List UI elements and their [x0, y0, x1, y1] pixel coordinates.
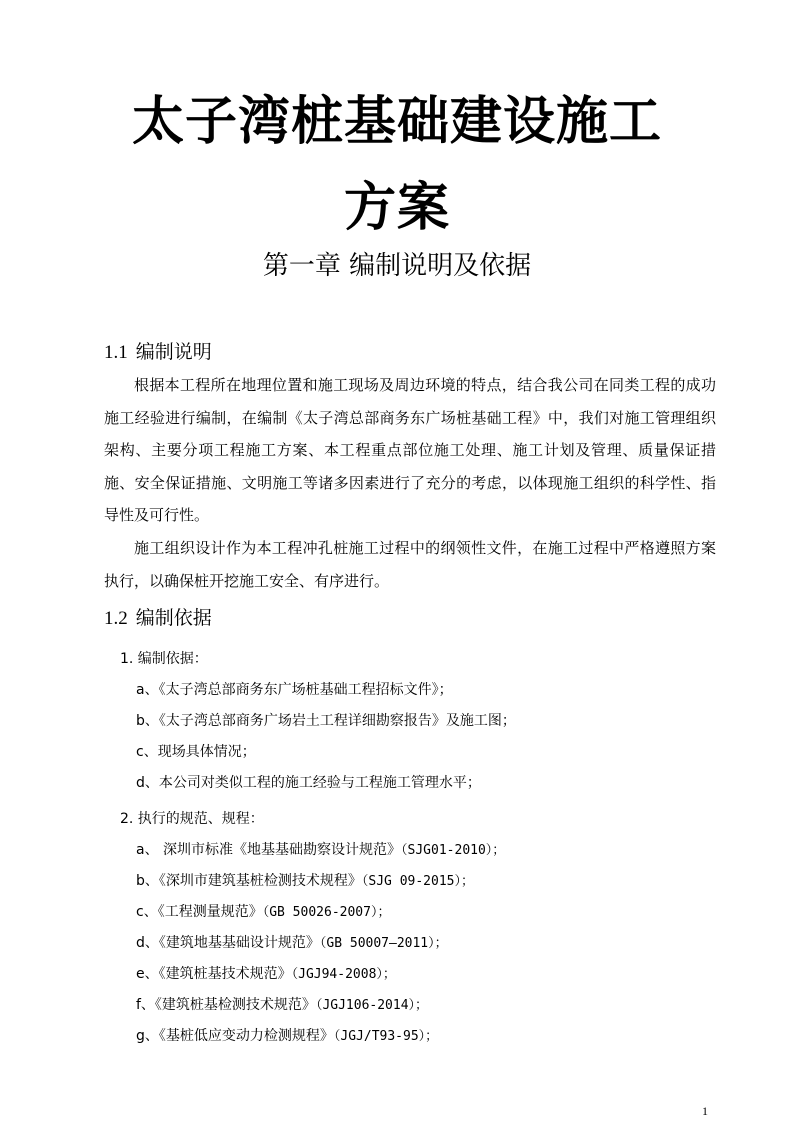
norm-title: c、《工程测量规范》 — [136, 904, 263, 920]
list-item — [136, 933, 448, 954]
section-title: 编制依据 — [135, 607, 212, 629]
list-item: c、现场具体情况； — [136, 744, 256, 760]
page-number: 1 — [702, 1104, 708, 1118]
norm-code: （SJG 09-2015）； — [361, 874, 474, 889]
norm-code: （JGJ/T93-95）； — [333, 1029, 439, 1044]
list-item — [136, 902, 390, 923]
list-item — [136, 1026, 438, 1047]
paragraph-2: 施工组织设计作为本工程冲孔桩施工过程中的纲领性文件，在施工过程中严格遵照方案执行，以确保桩开挖施工安全、有序进行。 — [104, 539, 716, 590]
list-item — [136, 995, 428, 1016]
basis-heading: 1. 编制依据： — [120, 651, 208, 667]
norm-title: g、《基桩低应变动力检测规程》 — [136, 1028, 334, 1044]
norm-code: （JGJ94-2008）； — [291, 967, 396, 982]
norm-title: a、 深圳市标准《地基基础勘察设计规范》 — [136, 842, 402, 858]
norm-title: d、《建筑地基基础设计规范》 — [136, 935, 320, 951]
section-number: 1.2 — [104, 608, 128, 629]
document-title-line2: 方案 — [343, 178, 450, 238]
list-item — [136, 964, 396, 985]
norm-code: （JGJ106-2014）； — [315, 998, 429, 1013]
list-item: a、《太子湾总部商务东广场桩基础工程招标文件》； — [136, 682, 453, 698]
list-item: b、《太子湾总部商务广场岩土工程详细勘察报告》及施工图； — [136, 713, 516, 729]
norm-title: f、《建筑桩基检测技术规范》 — [136, 997, 316, 1013]
section-number: 1.1 — [104, 342, 128, 363]
section-title: 编制说明 — [135, 341, 212, 363]
section-heading-1-2 — [104, 604, 212, 633]
list-item: d、本公司对类似工程的施工经验与工程施工管理水平； — [136, 775, 481, 791]
norm-code: （GB 50026-2007）； — [262, 905, 391, 920]
norm-code: （SJG01-2010）； — [401, 843, 506, 858]
paragraph-1: 根据本工程所在地理位置和施工现场及周边环境的特点，结合我公司在同类工程的成功施工经验进行编制，在编制《太子湾总部商务东广场桩基础工程》中，我们对施工管理组织架构、主要分项工程施工方案、本工程重点部位施工处理、施工计划及管理、质量保证措施、安全保证措施、文明施工等诸多因素进行了充分的考虑，以体现施工组织的科学性、指导性及可行性。 — [104, 376, 716, 525]
norm-code: （GB 50007—2011）； — [319, 936, 448, 951]
list-item — [136, 871, 474, 892]
section-heading-1-1 — [104, 338, 212, 367]
norm-title: e、《建筑桩基技术规范》 — [136, 966, 292, 982]
chapter-heading: 第一章 编制说明及依据 — [262, 251, 532, 281]
document-title-line1: 太子湾桩基础建设施工 — [131, 92, 662, 152]
norm-title: b、《深圳市建筑基桩检测技术规程》 — [136, 873, 362, 889]
norms-heading: 2. 执行的规范、规程： — [120, 811, 264, 827]
list-item — [136, 840, 505, 861]
